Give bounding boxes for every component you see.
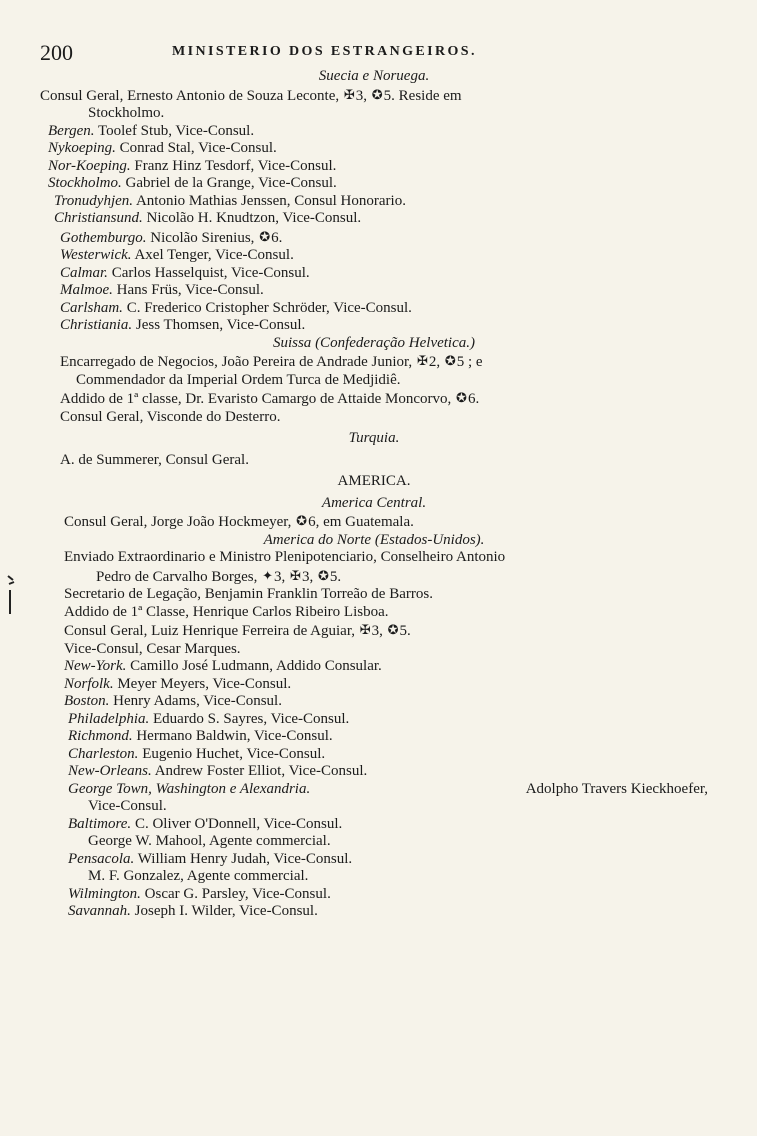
section-title-turquia: Turquia. [348, 430, 400, 446]
entry-consulate: Christiania. Jess Thomsen, Vice-Consul. [60, 317, 306, 333]
entry-consulate: Nykoeping. Conrad Stal, Vice-Consul. [48, 140, 277, 156]
entry-consul-geral-eua: Consul Geral, Luiz Henrique Ferreira de Aguiar, ✠3, ✪5. [64, 622, 411, 639]
page-content [40, 68, 708, 921]
entry-consulate: Wilmington. Oscar G. Parsley, Vice-Consul. [68, 885, 331, 902]
rosette-order-icon: ✪ [387, 622, 399, 637]
entry-consulate: Richmond. Hermano Baldwin, Vice-Consul. [68, 728, 333, 744]
entry-consulate: New-Orleans. Andrew Foster Elliot, Vice-Consul. [68, 763, 368, 779]
entry-consulate: Tronudyhjen. Antonio Mathias Jenssen, Consul Honorario. [54, 192, 406, 209]
entry-consulate: Christiansund. Nicolão H. Knudtzon, Vice-Consul. [54, 210, 362, 226]
page-header [40, 40, 720, 64]
entry-encarregado-negocios: Encarregado de Negocios, João Pereira de Andrade Junior, ✠2, ✪5 ; e [60, 353, 483, 370]
entry-consulate: Philadelphia. Eduardo S. Sayres, Vice-Consul. [68, 710, 350, 727]
entry-addido: Addido de 1ª classe, Dr. Evaristo Camargo de Attaide Moncorvo, ✪6. [60, 390, 480, 407]
entry-addido: Addido de 1ª Classe, Henrique Carlos Ribeiro Lisboa. [64, 603, 389, 620]
entry-vice-consul: Vice-Consul, Cesar Marques. [64, 640, 241, 657]
entry-continuation: Pedro de Carvalho Borges, ✦3, ✠3, ✪5. [96, 567, 342, 585]
entry-consulate: Nor-Koeping. Franz Hinz Tesdorf, Vice-Consul. [48, 157, 337, 174]
entry-consulate-george-town: George Town, Washington e Alexandria. Adolpho Travers Kieckhoefer, [68, 780, 708, 797]
cross-order-icon: ✠ [290, 567, 301, 583]
entry-consulate: Savannah. Joseph I. Wilder, Vice-Consul. [68, 903, 318, 919]
entry-consul-geral-turquia: A. de Summerer, Consul Geral. [60, 451, 249, 468]
entry-consul-geral-suecia: Consul Geral, Ernesto Antonio de Souza Leconte, ✠3, ✪5. Reside em [40, 86, 462, 104]
page-number: 200 [40, 40, 73, 65]
entry-agent: M. F. Gonzalez, Agente commercial. [88, 868, 309, 884]
running-title: MINISTERIO DOS ESTRANGEIROS. [172, 44, 477, 59]
section-title-america-do-norte: America do Norte (Estados-Unidos). [263, 531, 485, 548]
entry-enviado-extraordinario: Enviado Extraordinario e Ministro Plenipotenciario, Conselheiro Antonio [64, 549, 506, 565]
entry-consulate: Norfolk. Meyer Meyers, Vice-Consul. [64, 675, 292, 692]
entry-continuation: Vice-Consul. [88, 798, 167, 814]
rosette-order-icon: ✪ [317, 567, 329, 583]
rosette-order-icon: ✪ [371, 86, 383, 102]
section-title-america: AMERICA. [337, 473, 411, 489]
rosette-order-icon: ✪ [259, 228, 271, 244]
cross-order-icon: ✠ [343, 86, 355, 102]
margin-ink-mark [6, 574, 16, 618]
star-order-icon: ✦ [262, 567, 274, 583]
cross-order-icon: ✠ [416, 353, 428, 368]
entry-consulate: Baltimore. C. Oliver O'Donnell, Vice-Consul. [68, 815, 343, 832]
entry-consulate: Carlsham. C. Frederico Cristopher Schröder, Vice-Consul. [60, 299, 412, 316]
entry-consulate: Pensacola. William Henry Judah, Vice-Consul. [68, 850, 353, 867]
section-title-suissa: Suissa (Confederação Helvetica.) [272, 334, 476, 351]
section-title-suecia: Suecia e Noruega. [318, 68, 430, 84]
entry-consulate: Bergen. Toolef Stub, Vice-Consul. [48, 122, 255, 139]
entry-consulate: Calmar. Carlos Hasselquist, Vice-Consul. [60, 264, 310, 281]
entry-consul-geral-suissa: Consul Geral, Visconde do Desterro. [60, 408, 281, 425]
section-title-america-central: America Central. [321, 494, 427, 511]
entry-consulate: Malmoe. Hans Früs, Vice-Consul. [60, 282, 264, 298]
entry-consulate: New-York. Camillo José Ludmann, Addido Consular. [64, 658, 382, 674]
rosette-order-icon: ✪ [296, 513, 308, 528]
entry-consulate: Westerwick. Axel Tenger, Vice-Consul. [60, 247, 294, 263]
entry-secretario: Secretario de Legação, Benjamin Franklin Torreão de Barros. [64, 586, 433, 602]
entry-consulate: Boston. Henry Adams, Vice-Consul. [64, 693, 282, 709]
rosette-order-icon: ✪ [444, 353, 456, 368]
entry-agent: George W. Mahool, Agente commercial. [88, 833, 331, 849]
entry-consulate: Stockholmo. Gabriel de la Grange, Vice-Consul. [48, 175, 337, 191]
entry-continuation: Commendador da Imperial Ordem Turca de Medjidiê. [76, 371, 401, 388]
entry-consulate: Charleston. Eugenio Huchet, Vice-Consul. [68, 745, 326, 762]
entry-consulate: Gothemburgo. Nicolão Sirenius, ✪6. [60, 228, 283, 246]
cross-order-icon: ✠ [359, 622, 371, 637]
entry-continuation: Stockholmo. [88, 105, 165, 121]
entry-consul-geral-america-central: Consul Geral, Jorge João Hockmeyer, ✪6, em Guatemala. [64, 513, 414, 530]
rosette-order-icon: ✪ [456, 390, 467, 405]
